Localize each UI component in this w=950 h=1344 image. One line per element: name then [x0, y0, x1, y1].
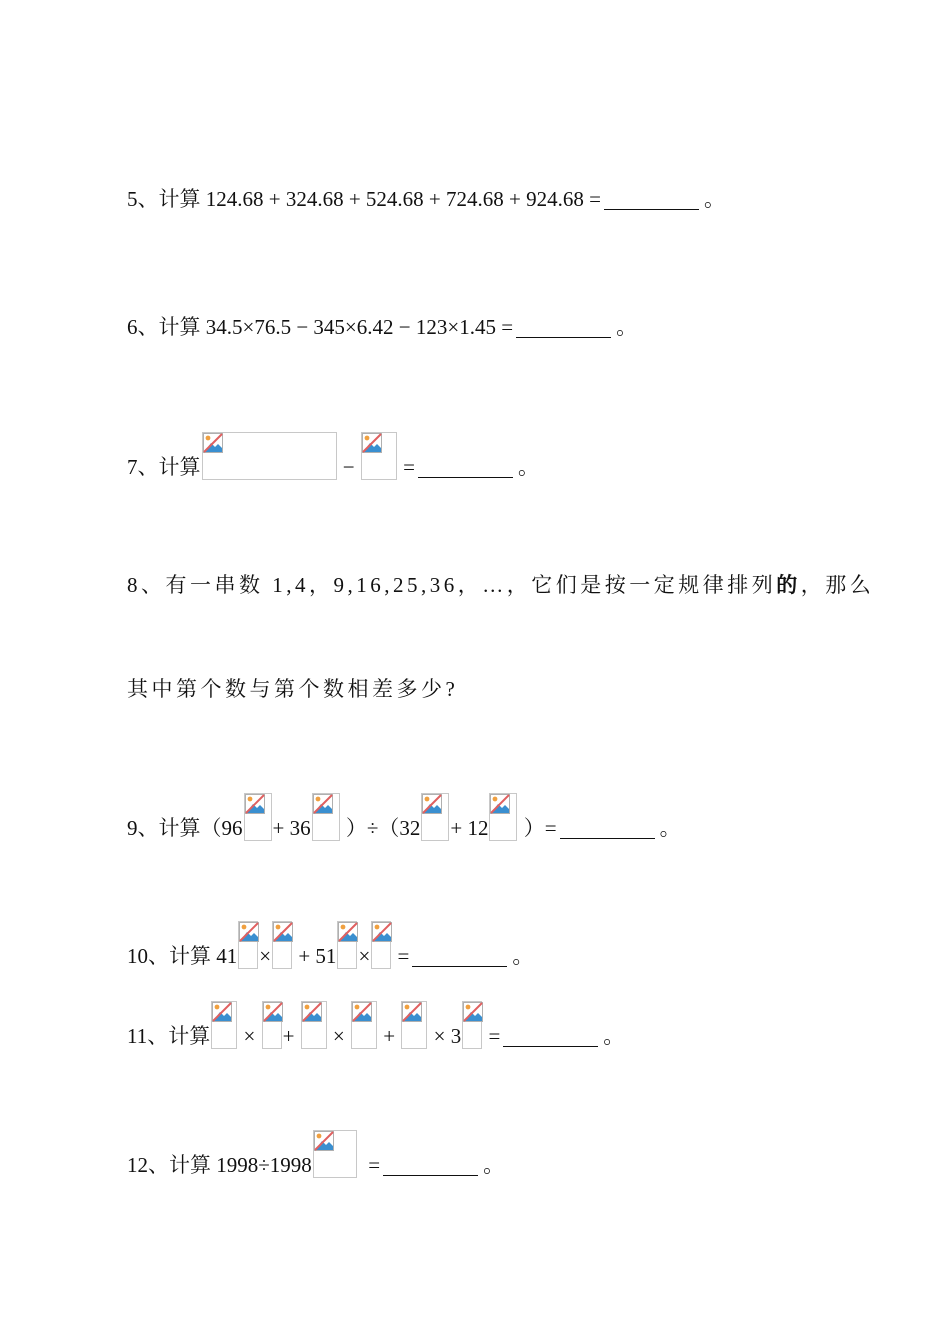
times-sign: × — [243, 1024, 256, 1048]
question-number: 10、 — [127, 944, 169, 968]
expression-part: + 36 — [272, 816, 311, 840]
question-text-bold: 的 — [776, 573, 801, 597]
question-number: 11、 — [127, 1024, 169, 1048]
question-label: 计算 — [158, 315, 201, 339]
broken-image-icon — [401, 1001, 427, 1049]
answer-blank[interactable] — [516, 317, 611, 338]
end-mark: 。 — [512, 944, 534, 968]
plus-sign: + — [383, 1024, 396, 1048]
broken-image-icon — [244, 793, 272, 841]
question-11 — [127, 1001, 624, 1051]
question-label: 计算 — [158, 816, 201, 840]
broken-image-icon — [351, 1001, 377, 1049]
end-mark: 。 — [659, 816, 681, 840]
equals-sign: = — [403, 455, 415, 479]
question-number: 12、 — [127, 1153, 169, 1177]
question-number: 7、 — [127, 455, 159, 479]
broken-image-icon — [313, 1130, 357, 1178]
question-number: 6、 — [127, 315, 159, 339]
times-sign: × — [358, 944, 371, 968]
question-8-line-2 — [127, 674, 458, 704]
end-mark: 。 — [483, 1153, 505, 1177]
broken-image-icon — [361, 432, 397, 480]
plus-sign: + — [282, 1024, 295, 1048]
question-number: 9、 — [127, 816, 159, 840]
equals-sign: = — [368, 1153, 381, 1177]
broken-image-icon — [272, 921, 292, 969]
question-text: ，那么 — [800, 573, 875, 597]
question-number: 5、 — [127, 187, 159, 211]
end-mark: 。 — [517, 455, 539, 479]
question-9 — [127, 793, 681, 843]
answer-blank[interactable] — [560, 818, 655, 839]
question-label: 计算 — [158, 187, 201, 211]
question-6 — [127, 312, 637, 342]
answer-blank[interactable] — [418, 457, 513, 478]
end-mark: 。 — [603, 1024, 625, 1048]
expression: 1998÷1998 — [216, 1153, 312, 1177]
broken-image-icon — [371, 921, 391, 969]
expression-part: ）= — [523, 816, 557, 840]
question-text: 有一串数 1,4，9,16,25,36，…，它们是按一定规律排列 — [165, 573, 777, 597]
broken-image-icon — [312, 793, 340, 841]
answer-blank[interactable] — [383, 1155, 478, 1176]
answer-blank[interactable] — [503, 1026, 598, 1047]
times-sign: × 3 — [433, 1024, 462, 1048]
expression: 34.5×76.5 − 345×6.42 − 123×1.45 = — [205, 315, 514, 339]
equals-sign: = — [488, 1024, 501, 1048]
broken-image-icon — [202, 432, 337, 480]
question-label: 计算 — [169, 1153, 211, 1177]
end-mark: 。 — [616, 315, 638, 339]
question-label: 计算 — [168, 1024, 211, 1048]
broken-image-icon — [337, 921, 357, 969]
broken-image-icon — [238, 921, 258, 969]
expression-part: + 51 — [298, 944, 337, 968]
expression-part: （96 — [200, 816, 243, 840]
answer-blank[interactable] — [604, 189, 699, 210]
question-text: 其中第个数与第个数相差多少? — [127, 677, 459, 701]
question-label: 计算 — [158, 455, 201, 479]
expression-part: + 12 — [450, 816, 489, 840]
broken-image-icon — [301, 1001, 327, 1049]
equals-sign: = — [397, 944, 410, 968]
broken-image-icon — [421, 793, 449, 841]
broken-image-icon — [211, 1001, 237, 1049]
broken-image-icon — [262, 1001, 282, 1049]
question-number: 8、 — [127, 573, 166, 597]
expression: 124.68 + 324.68 + 524.68 + 724.68 + 924.68 = — [205, 187, 601, 211]
times-sign: × — [259, 944, 272, 968]
question-label: 计算 — [169, 944, 211, 968]
expression-part: 41 — [216, 944, 238, 968]
expression-part: ）÷（32 — [345, 816, 421, 840]
question-8 — [127, 570, 874, 600]
broken-image-icon — [462, 1001, 482, 1049]
question-12 — [127, 1130, 504, 1180]
question-10 — [127, 921, 533, 971]
broken-image-icon — [489, 793, 517, 841]
question-5 — [127, 184, 725, 214]
minus-sign: − — [342, 455, 355, 479]
times-sign: × — [332, 1024, 345, 1048]
end-mark: 。 — [703, 187, 725, 211]
question-7 — [127, 432, 539, 482]
answer-blank[interactable] — [412, 946, 507, 967]
